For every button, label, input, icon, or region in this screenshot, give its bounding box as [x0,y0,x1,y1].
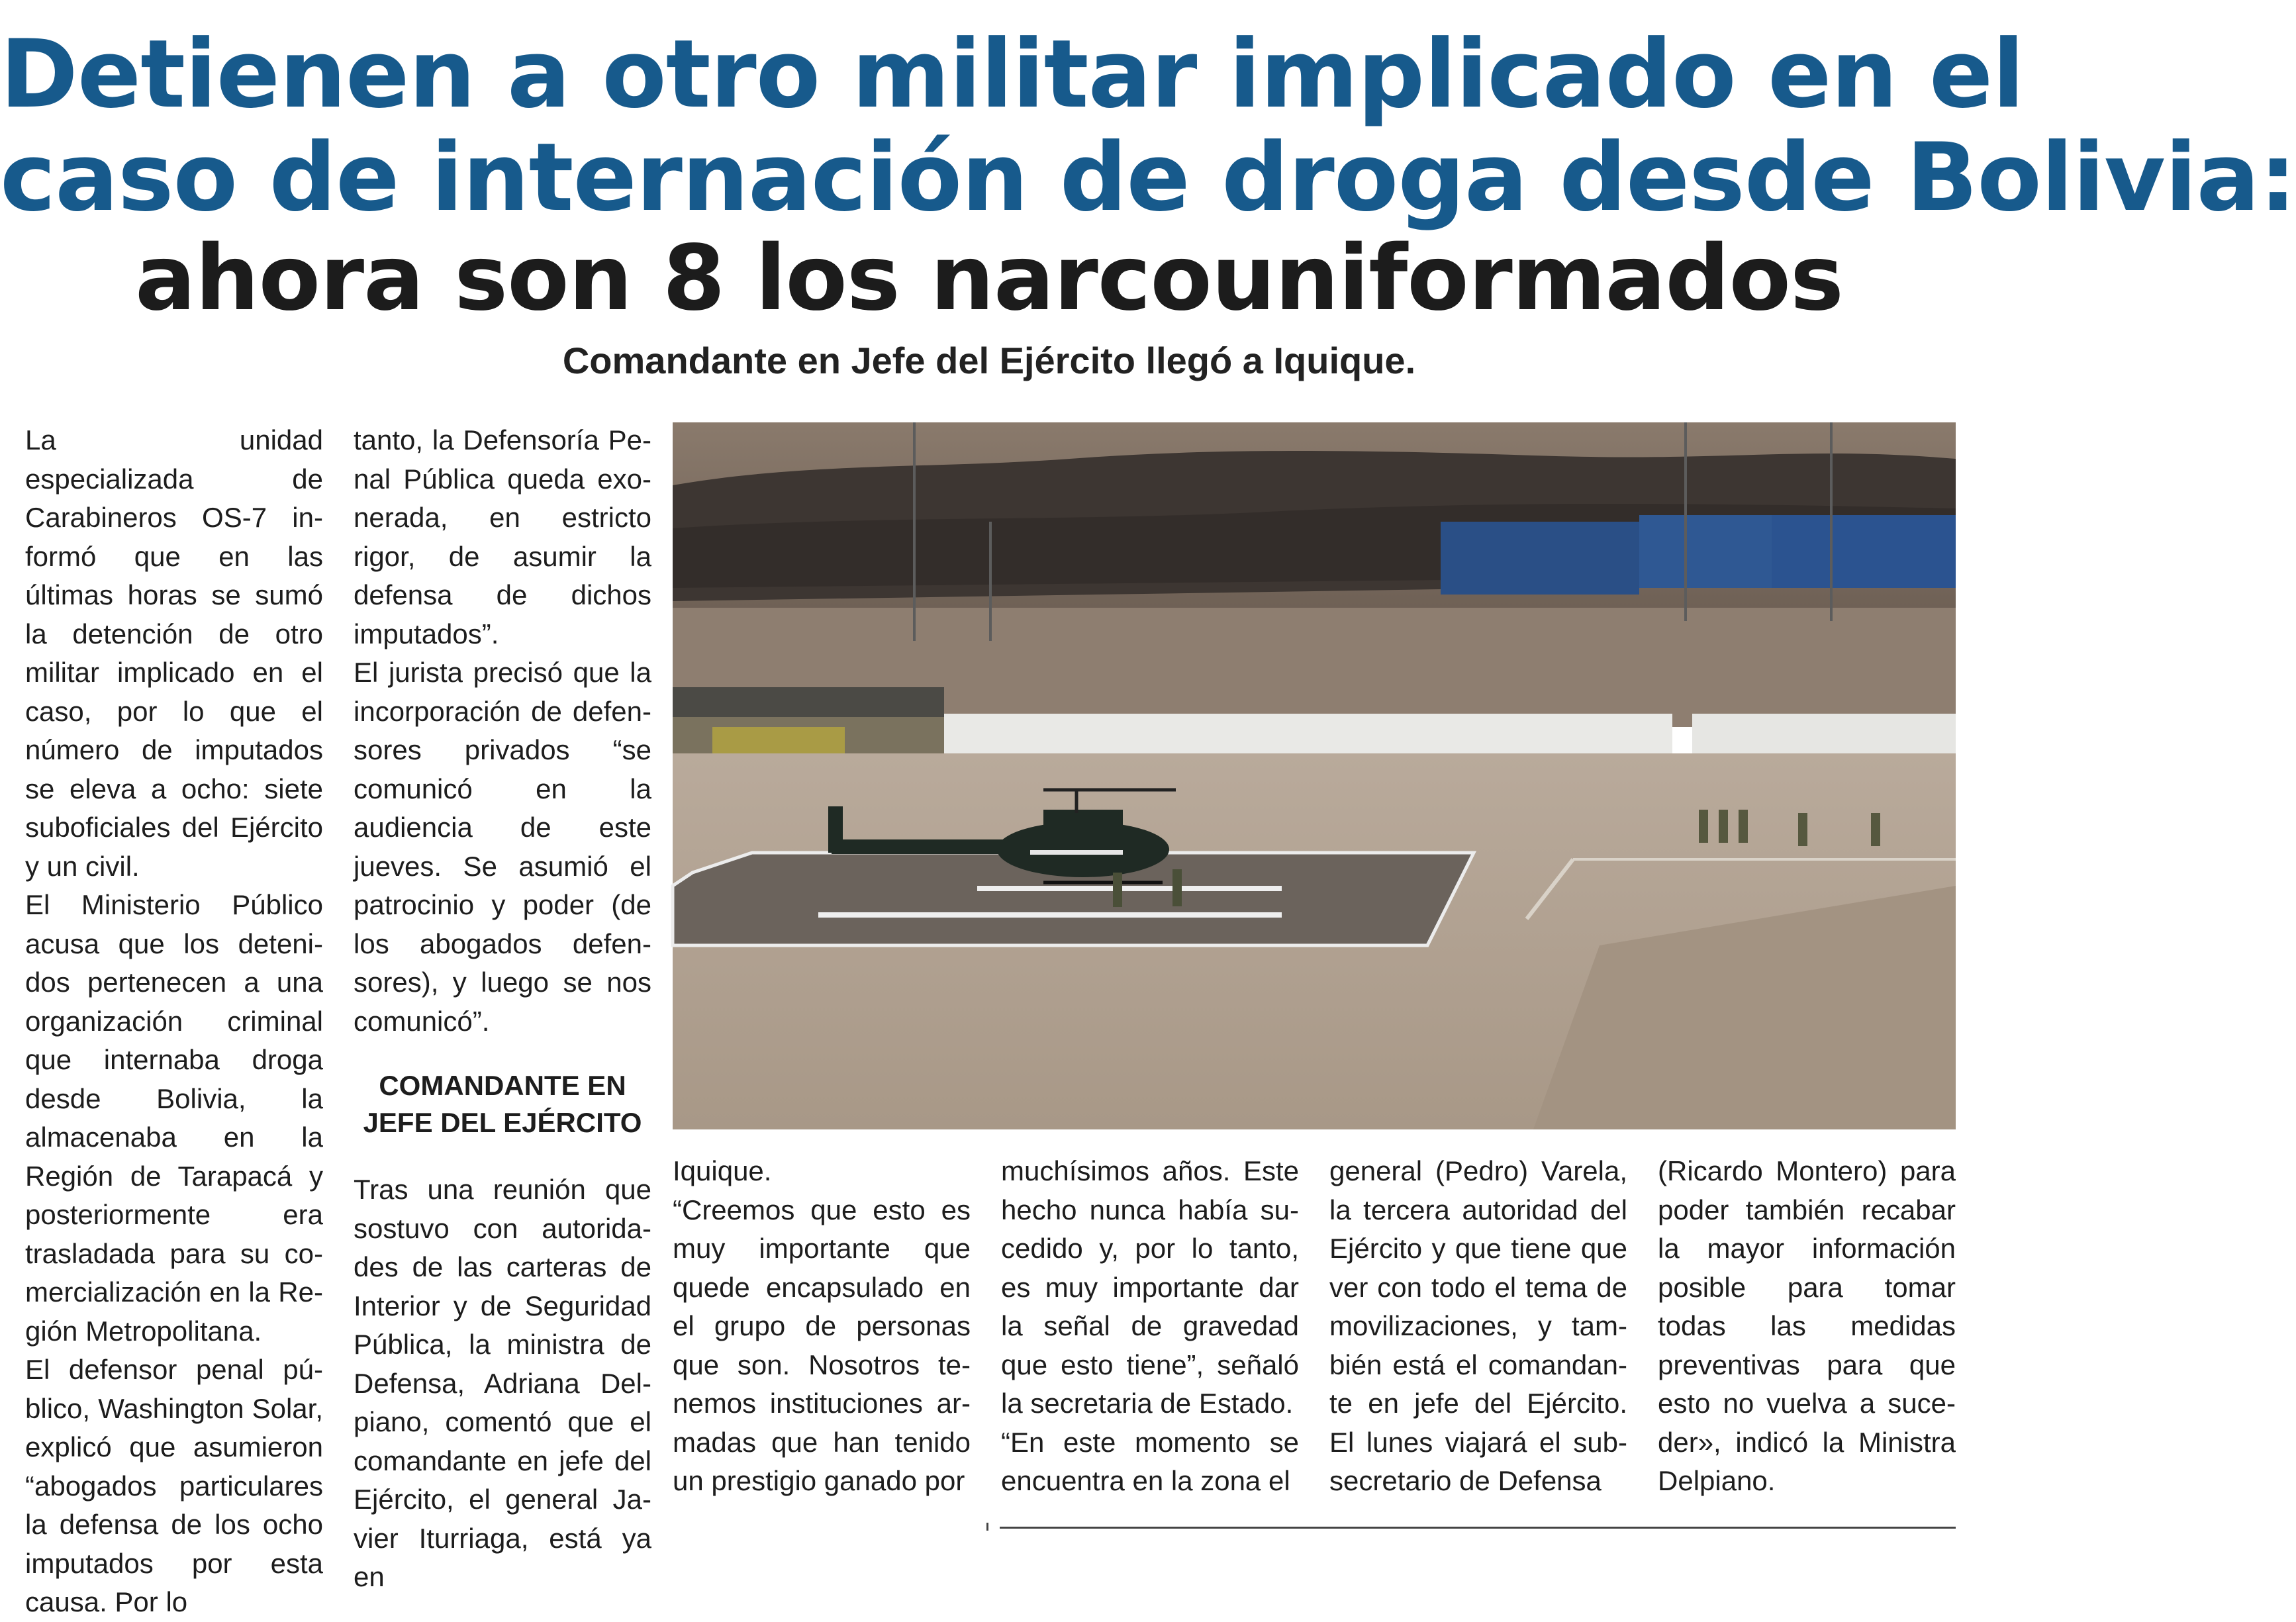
article-column-2 [354,421,651,1597]
article-column-3 [673,1152,971,1501]
article-column-6 [1658,1152,1956,1501]
section-heading: COMANDANTE EN JEFE DEL EJÉRCITO [363,1070,642,1138]
paragraph: “Creemos que esto es muy importante que quede encapsulado en el grupo de personas que son. Nosotros tenemos instituciones armadas que han tenido un prestigio ganado por [673,1194,971,1496]
paragraph: general (Pedro) Varela, la tercera autoridad del Ejército y que tiene que ver con todo el tema de movilizaciones, y también está el comandante en jefe del Ejército. El lunes viajará el subsecretario de Defensa [1329,1155,1627,1496]
paragraph: El jurista precisó que la incorporación de defensores privados “se comunicó en la audiencia de este jueves. Se asumió el patrocinio y poder (de los abogados defensores), y luego se nos comunicó”. [354,657,651,1037]
subtitle: Comandante en Jefe del Ejército llegó a Iquique. [562,340,1416,381]
paragraph: El Ministerio Público acusa que los detenidos pertenecen a una organización criminal que internaba droga desde Bolivia, la almacenaba en la Región de Tarapacá y posteriormente era trasladada para su comercialización en la Región Metropolitana. [25,889,323,1347]
helicopter-photo [673,422,1956,1129]
paragraph: La unidad especializada de Carabineros OS-7 informó que en las últimas horas se sumó la detención de otro militar implicado en el caso, por lo que el número de imputados se eleva a ocho: siete suboficiales del Ejército y un civil. [25,424,323,882]
column-divider [986,1523,988,1531]
paragraph: “En este momento se encuentra en la zona el [1001,1426,1299,1496]
article-column-4 [1001,1152,1299,1501]
paragraph: (Ricardo Montero) para poder también recabar la mayor información posible para tomar todas las medidas preventivas para que esto no vuelva a suceder», indicó la Ministra Delpiano. [1658,1155,1956,1496]
article-column-1 [25,421,323,1622]
headline-line-2: caso de internación de droga desde Bolivia: [0,123,2296,232]
paragraph: Tras una reunión que sostuvo con autoridades de las carteras de Interior y de Seguridad Pública, la ministra de Defensa, Adriana Delpiano, comentó que el comandante en jefe del Ejército, el general Javier Iturriaga, está ya en [354,1174,651,1592]
paragraph: El defensor penal público, Washington Solar, explicó que asumieron “abogados particulares la defensa de los ocho imputados por esta causa. Por lo [25,1354,323,1617]
paragraph: tanto, la Defensoría Penal Pública queda exonerada, en estricto rigor, de asumir la defensa de dichos imputados”. [354,424,651,649]
section-divider [1000,1527,1956,1529]
paragraph: Iquique. [673,1155,772,1186]
article-column-5 [1329,1152,1627,1501]
headline-line-1: Detienen a otro militar implicado en el [0,20,2024,129]
paragraph: muchísimos años. Este hecho nunca había sucedido y, por lo tanto, es muy importante dar la señal de gravedad que esto tiene”, señaló la secretaria de Estado. [1001,1155,1299,1419]
headline-line-3: ahora son 8 los narcouniformados [135,226,1843,331]
